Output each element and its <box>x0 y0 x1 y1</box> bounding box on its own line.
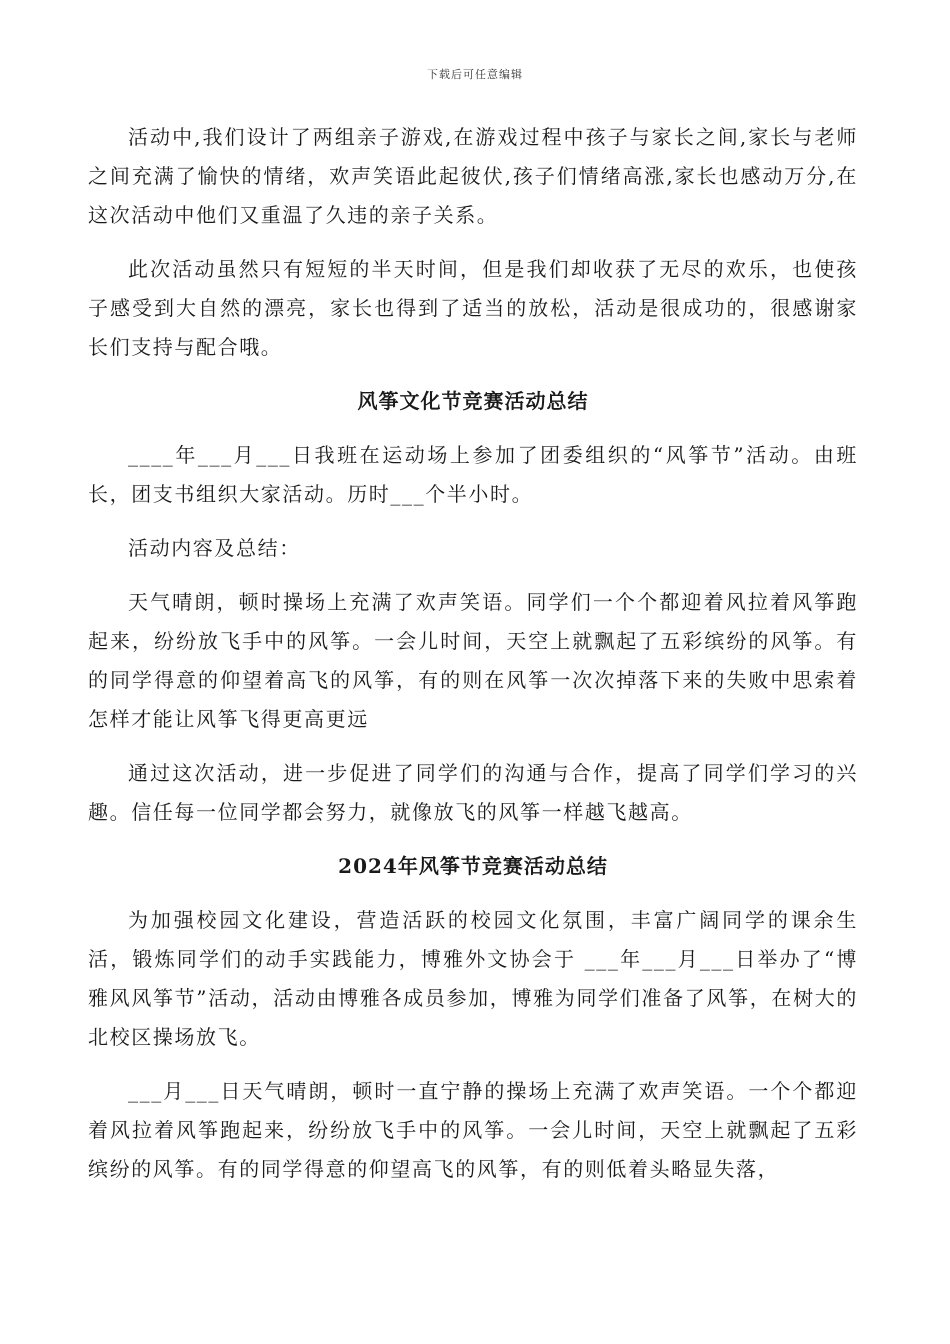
document-body <box>88 118 858 1204</box>
paragraph: ___月___日天气晴朗，顿时一直宁静的操场上充满了欢声笑语。一个个都迎着风拉着风筝跑起来，纷纷放飞手中的风筝。一会儿时间，天空上就飘起了五彩缤纷的风筝。有的同学得意的仰望高飞的风筝，有的则低着头略显失落， <box>88 1079 858 1181</box>
paragraph: 此次活动虽然只有短短的半天时间，但是我们却收获了无尽的欢乐，也使孩子感受到大自然的漂亮，家长也得到了适当的放松，活动是很成功的，很感谢家长们支持与配合哦。 <box>88 257 858 359</box>
paragraph: 为加强校园文化建设，营造活跃的校园文化氛围，丰富广阔同学的课余生活，锻炼同学们的动手实践能力，博雅外文协会于 ___年___月___日举办了“博雅风风筝节”活动，活动由博雅各成员参加，博雅为同学们准备了风筝，在树大的北校区操场放飞。 <box>88 908 858 1049</box>
header-note: 下载后可任意编辑 <box>427 68 523 81</box>
paragraph: 天气晴朗，顿时操场上充满了欢声笑语。同学们一个个都迎着风拉着风筝跑起来，纷纷放飞手中的风筝。一会儿时间，天空上就飘起了五彩缤纷的风筝。有的同学得意的仰望着高飞的风筝，有的则在风筝一次次掉落下来的失败中思索着怎样才能让风筝飞得更高更远 <box>88 590 858 731</box>
paragraph: 通过这次活动，进一步促进了同学们的沟通与合作，提高了同学们学习的兴趣。信任每一位同学都会努力，就像放飞的风筝一样越飞越高。 <box>88 761 858 824</box>
paragraph: 活动内容及总结： <box>128 536 301 560</box>
paragraph: ____年___月___日我班在运动场上参加了团委组织的“风筝节”活动。由班长，团支书组织大家活动。历时___个半小时。 <box>88 443 858 506</box>
section-title: 2024年风筝节竞赛活动总结 <box>338 854 608 878</box>
section-title: 风筝文化节竞赛活动总结 <box>357 389 589 413</box>
paragraph: 活动中,我们设计了两组亲子游戏,在游戏过程中孩子与家长之间,家长与老师之间充满了愉快的情绪，欢声笑语此起彼伏,孩子们情绪高涨,家长也感动万分,在这次活动中他们又重温了久违的亲子关系。 <box>88 125 858 227</box>
